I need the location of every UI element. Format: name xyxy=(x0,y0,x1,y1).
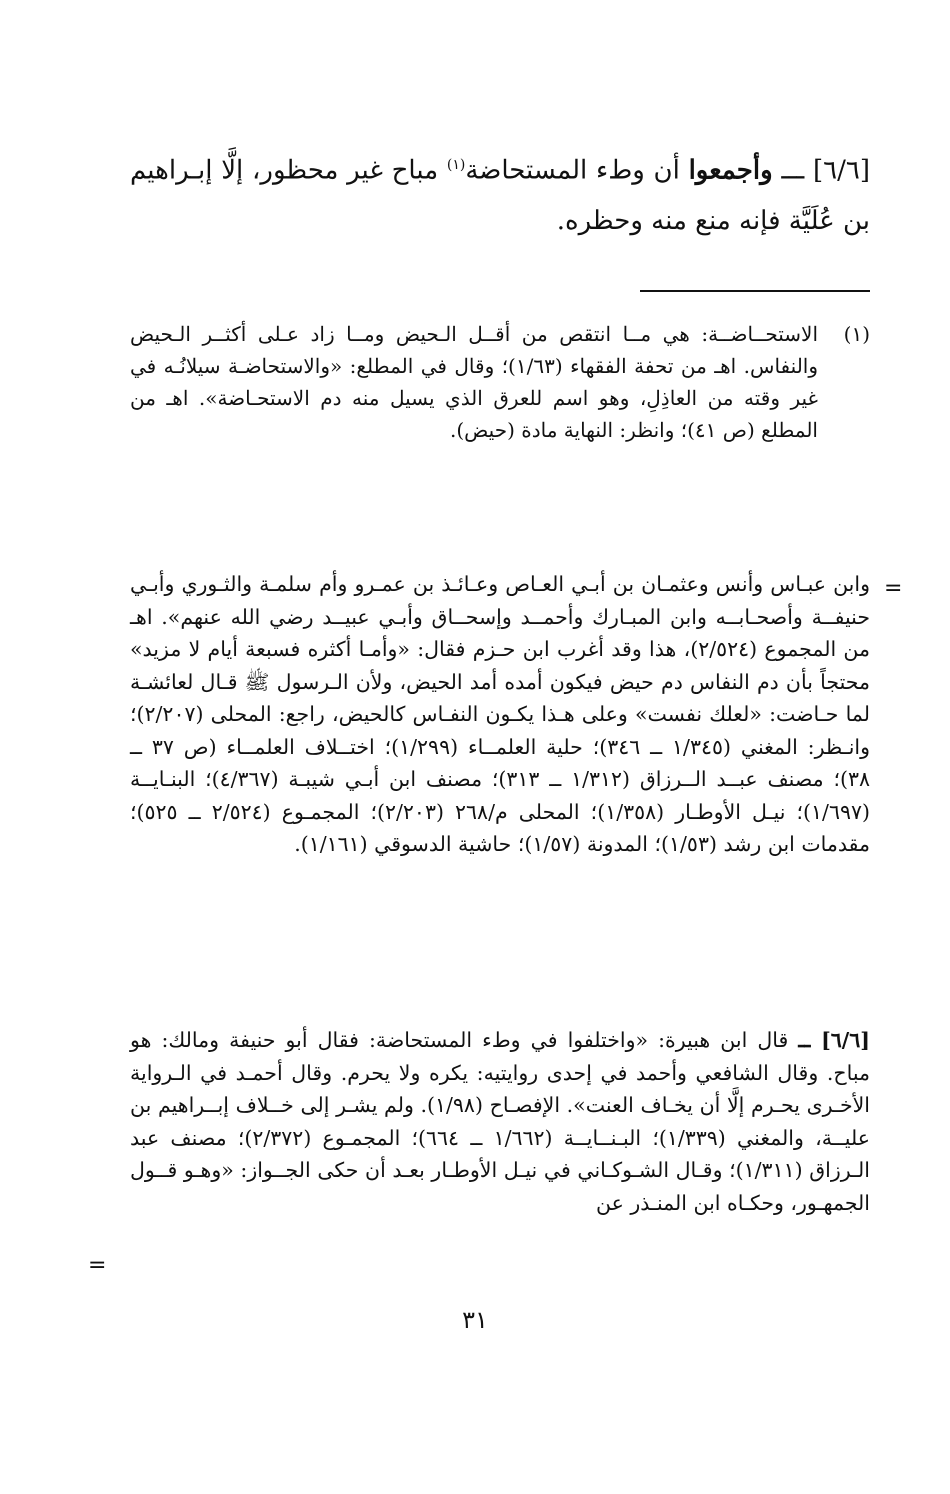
lead-word: وأجمعوا xyxy=(688,155,773,186)
continuation-marker-end: = xyxy=(88,1253,107,1278)
footnote-1 xyxy=(130,318,870,446)
page-number: ٣١ xyxy=(462,1306,488,1334)
continuation-marker-start: = xyxy=(884,576,903,601)
main-paragraph xyxy=(130,140,870,246)
main-text-rest: مباح غير محظور، إلَّا إبـراهيم بن عُلَيَّة فإنه منع منه وحظره. xyxy=(130,155,870,236)
footnote-text: الاستحــاضــة: هي مــا انتقص من أقــل الـحيض ومــا زاد عـلى أكثــر الـحيض والنفاس. اهـ من تحفة الفقهاء (١/٦٣)؛ وقال في المطلع: «والاستحاضـة سيلانُـه في غير وقته من العاذِلِ، وهو اسم للعرق الذي يسيل منه دم الاستحـاضة». اهـ من المطلع (ص ٤١)؛ وانظر: النهاية مادة (حيض). xyxy=(130,322,819,442)
editor-note xyxy=(130,1024,870,1219)
note-text: قال ابن هبيرة: «واختلفوا في وطء المستحاضة: فقال أبو حنيفة ومالك: هو مباح. وقال الشافعي وأحمد في إحدى روايتيه: يكره ولا يحرم. وقال أحمـد في الـرواية الأخـرى يحـرم إلَّا أن يخـاف العنت». الإفصـاح (١/٩٨). ولم يشـر إلى خــلاف إبــراهيم بن عليــة، والمغني (١/٣٣٩)؛ البـنــايــة (١/٦٦٢ ــ ٦٦٤)؛ المجمـوع (٢/٣٧٢)؛ مصنف عبد الـرزاق (١/٣١١)؛ وقـال الشـوكـاني في نيـل الأوطـار بعـد أن حكى الجــواز: «وهـو قــول الجمهـور، وحكـاه ابن المنـذر عن xyxy=(130,1028,871,1215)
footnote-number: (١) xyxy=(843,322,870,346)
section-number: [٦/٦] ـــ xyxy=(781,155,870,186)
note-section-number: [٦/٦] ــ xyxy=(798,1028,870,1052)
main-text: أن وطء المستحاضة xyxy=(465,155,689,186)
continued-footnote: وابن عبـاس وأنس وعثمـان بن أبـي العـاص وعـائـذ بن عمـرو وأم سلمـة والثـوري وأبـي حنيفــة وأصحـابــه وابن المبـارك وأحمــد وإسحــاق وأبـي عبيــد رضي الله عنهم». اهـ من المجموع (٢/٥٢٤)، هذا وقد أغرب ابن حـزم فقال: «وأمـا أكثره فسبعة أيام لا مزيد» محتجاً بأن دم النفاس دم حيض فيكون أمده أمد الحيض، ولأن الـرسول ﷺ قـال لعائشـة لما حـاضت: «لعلك نفست» وعلى هـذا يكـون النفـاس كالحيض، راجع: المحلى (٢/٢٠٧)؛ وانـظر: المغني (١/٣٤٥ ــ ٣٤٦)؛ حلية العلمــاء (١/٢٩٩)؛ اختــلاف العلمــاء (ص ٣٧ ــ ٣٨)؛ مصنف عبــد الــرزاق (١/٣١٢ ــ ٣١٣)؛ مصنف ابن أبـي شيبـة (٤/٣٦٧)؛ البنـايــة (١/٦٩٧)؛ نيـل الأوطـار (١/٣٥٨)؛ المحلى م/٢٦٨ (٢/٢٠٣)؛ المجمـوع (٢/٥٢٤ ــ ٥٢٥)؛ مقدمات ابن رشد (١/٥٣)؛ المدونة (١/٥٧)؛ حاشية الدسوقي (١/١٦١). xyxy=(130,572,871,856)
footnote-separator xyxy=(640,290,870,292)
footnote-reference: (١) xyxy=(446,157,466,173)
